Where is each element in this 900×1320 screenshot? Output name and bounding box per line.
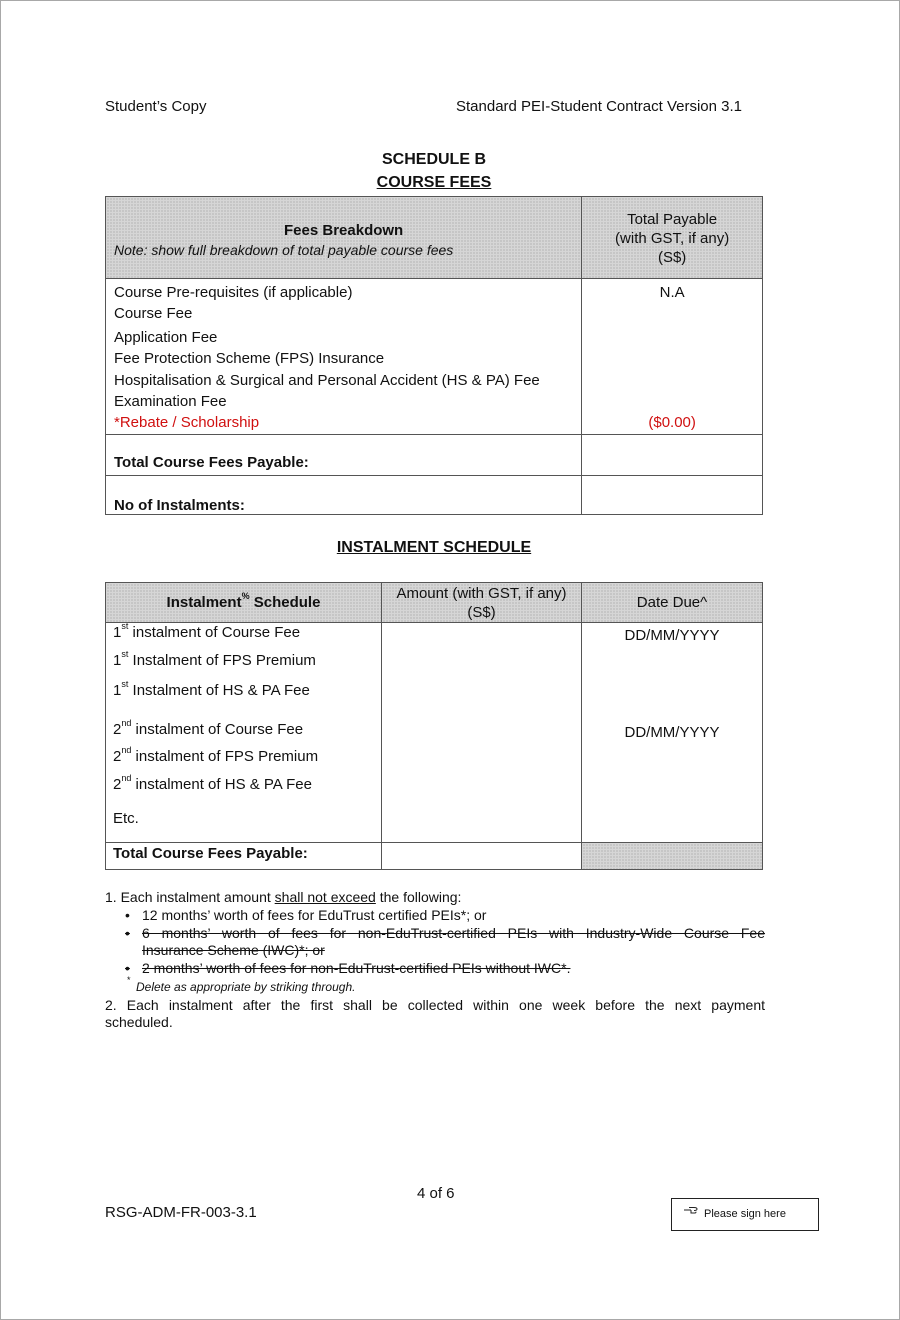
instalment-item: 1st instalment of Course Fee: [113, 621, 301, 641]
bullet-dot: •: [125, 960, 130, 976]
footnote-mark: *: [127, 975, 131, 985]
amount-header-line2: (S$): [467, 604, 496, 621]
pointing-hand-icon: [683, 1205, 699, 1218]
instalment-schedule-title: INSTALMENT SCHEDULE: [336, 539, 532, 556]
note-1: 1. Each instalment amount shall not exceed the following:: [105, 889, 462, 905]
fees-breakdown-title: Fees Breakdown: [284, 222, 404, 239]
form-code: RSG-ADM-FR-003-3.1: [105, 1204, 257, 1221]
instalment-total-label: Total Course Fees Payable:: [113, 845, 308, 862]
instalments-value-cell: [582, 476, 763, 515]
fee-item: Application Fee: [114, 329, 218, 346]
total-payable-header: [582, 197, 763, 279]
total-fees-value-cell: [582, 435, 763, 476]
fee-item: Course Fee: [114, 305, 193, 322]
instalment-date-cell: [582, 623, 763, 843]
date-due-header: [582, 583, 763, 623]
instalment-item: 2nd instalment of HS & PA Fee: [113, 773, 312, 793]
date-due-2: DD/MM/YYYY: [624, 724, 720, 741]
note-2-line1: 2. Each instalment after the first shall be collected within one week before the next payment: [105, 997, 765, 1013]
header-right: Standard PEI-Student Contract Version 3.1: [456, 98, 743, 115]
instalment-header-text: Instalment% Schedule: [166, 591, 321, 611]
fee-item: Hospitalisation & Surgical and Personal Accident (HS & PA) Fee: [114, 372, 540, 389]
instalment-header: [106, 583, 382, 623]
note-bullet-1: 12 months’ worth of fees for EduTrust certified PEIs*; or: [142, 907, 487, 923]
fee-item: Course Pre-requisites (if applicable): [114, 284, 353, 301]
sign-here-box[interactable]: [671, 1198, 819, 1231]
instalment-item: 1st Instalment of FPS Premium: [113, 649, 316, 669]
amount-header-line1: Amount (with GST, if any): [396, 585, 567, 602]
fees-breakdown-header: [106, 197, 582, 279]
rebate-value: ($0.00): [648, 414, 696, 431]
instalment-total-amount-cell: [382, 843, 582, 870]
total-payable-header-line1: Total Payable: [627, 211, 718, 228]
total-payable-header-line3: (S$): [657, 249, 687, 266]
bullet-dot: •: [125, 907, 130, 923]
rebate-item: *Rebate / Scholarship: [114, 414, 260, 431]
date-due-header-text: Date Due^: [636, 594, 708, 611]
note-bullet-2-line2: Insurance Scheme (IWC)*; or: [142, 942, 325, 958]
prereq-value: N.A: [659, 284, 685, 301]
fees-breakdown-note: Note: show full breakdown of total payable course fees: [114, 242, 454, 258]
instalment-item: 2nd instalment of Course Fee: [113, 718, 304, 738]
instalments-label-cell: [106, 476, 582, 515]
instalment-table: [105, 582, 763, 870]
date-due-1: DD/MM/YYYY: [624, 627, 720, 644]
sign-here-label: Please sign here: [704, 1208, 786, 1220]
instalments-label: No of Instalments:: [114, 497, 245, 514]
instalment-items-cell: [106, 623, 382, 843]
total-payable-header-line2: (with GST, if any): [615, 230, 730, 247]
instalment-total-date-cell: [582, 843, 763, 870]
total-fees-label-cell: [106, 435, 582, 476]
course-fees-title: COURSE FEES: [376, 174, 492, 191]
instalment-total-label-cell: [106, 843, 382, 870]
total-fees-label: Total Course Fees Payable:: [114, 454, 309, 471]
fees-values-cell: [582, 279, 763, 435]
header-left: Student’s Copy: [105, 98, 207, 115]
fees-items-cell: [106, 279, 582, 435]
instalment-amount-cell: [382, 623, 582, 843]
note-2-line2: scheduled.: [105, 1014, 173, 1030]
footnote-text: Delete as appropriate by striking through.: [136, 980, 356, 994]
instalment-item: 2nd instalment of FPS Premium: [113, 745, 319, 765]
schedule-title: SCHEDULE B: [381, 151, 486, 168]
bullet-dot: •: [125, 925, 130, 941]
note-bullet-2-line1: 6 months’ worth of fees for non-EduTrust-certified PEIs with Industry-Wide Course Fee: [142, 925, 765, 941]
instalment-etc: Etc.: [113, 810, 139, 827]
fees-table: [105, 196, 763, 515]
note-bullet-3: 2 months’ worth of fees for non-EduTrust-certified PEIs without IWC*.: [142, 960, 571, 976]
fee-item: Examination Fee: [114, 393, 227, 410]
fee-item: Fee Protection Scheme (FPS) Insurance: [114, 350, 385, 367]
amount-header: [382, 583, 582, 623]
page-number: 4 of 6: [417, 1185, 455, 1202]
instalment-item: 1st Instalment of HS & PA Fee: [113, 679, 310, 699]
